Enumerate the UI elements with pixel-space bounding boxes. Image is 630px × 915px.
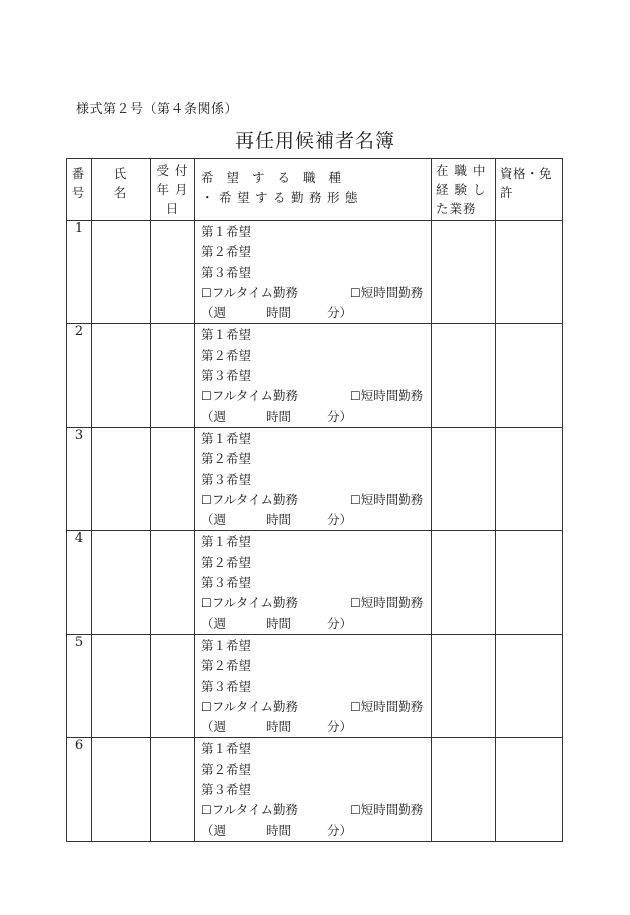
header-number-line: 号	[71, 185, 87, 200]
choice-1-label: 第１希望	[201, 327, 252, 343]
name-cell[interactable]	[92, 738, 151, 841]
work-style-options	[201, 490, 431, 510]
shorttime-label: 短時間勤務	[360, 284, 424, 300]
fulltime-label: フルタイム勤務	[211, 595, 299, 611]
shorttime-label: 短時間勤務	[360, 698, 424, 714]
minutes-unit-label: 分）	[327, 305, 353, 321]
header-experience-line: 在 職 中	[436, 163, 487, 178]
header-date-line: 年 月	[156, 182, 189, 197]
choice-3-label: 第３希望	[201, 368, 252, 384]
wish-cell	[195, 324, 432, 427]
header-name-line: 氏	[113, 166, 129, 181]
choice-2-label: 第２希望	[201, 554, 252, 570]
shorttime-checkbox[interactable]: ☐	[350, 492, 361, 507]
name-cell[interactable]	[92, 531, 151, 634]
choice-1-label: 第１希望	[201, 224, 252, 239]
table-row	[67, 324, 563, 427]
experience-cell[interactable]	[432, 221, 496, 324]
experience-cell[interactable]	[432, 324, 496, 427]
table-row	[67, 531, 563, 634]
weekly-hours-line	[201, 821, 431, 841]
fulltime-label: フルタイム勤務	[211, 284, 299, 300]
choice-2-label: 第２希望	[201, 761, 252, 777]
wish-cell	[195, 531, 432, 634]
choice-3-label: 第３希望	[201, 471, 252, 487]
fulltime-checkbox[interactable]: ☐	[201, 389, 212, 404]
hours-unit-label: 時間	[266, 512, 292, 528]
weekly-hours-line	[201, 407, 431, 427]
choice-3-label: 第３希望	[201, 782, 252, 798]
hours-open-label: （週	[201, 408, 227, 424]
work-style-options	[201, 386, 431, 406]
form-number: 様式第２号（第４条関係）	[76, 102, 239, 117]
name-cell[interactable]	[92, 221, 151, 324]
license-cell[interactable]	[496, 324, 563, 427]
shorttime-checkbox[interactable]: ☐	[350, 596, 361, 611]
fulltime-label: フルタイム勤務	[211, 802, 299, 818]
fulltime-checkbox[interactable]: ☐	[201, 803, 212, 818]
name-cell[interactable]	[92, 634, 151, 737]
choice-3-label: 第３希望	[201, 264, 252, 280]
header-wish-line: ・希望する勤務形態	[201, 190, 364, 205]
table-header-row	[67, 159, 563, 221]
hours-unit-label: 時間	[266, 719, 292, 735]
received-date-cell[interactable]	[151, 531, 195, 634]
header-license-line: 資格・免	[500, 166, 553, 181]
wish-cell	[195, 738, 432, 841]
header-experience	[432, 159, 496, 221]
header-wish-line: 希望する職種	[201, 170, 355, 185]
fulltime-label: フルタイム勤務	[211, 491, 299, 507]
header-name	[92, 159, 151, 221]
choice-2-label: 第２希望	[201, 347, 252, 363]
header-license-line: 許	[500, 185, 514, 200]
choice-1-label: 第１希望	[201, 430, 252, 446]
minutes-unit-label: 分）	[327, 719, 353, 735]
table-row	[67, 221, 563, 324]
license-cell[interactable]	[496, 738, 563, 841]
hours-unit-label: 時間	[266, 305, 292, 321]
fulltime-checkbox[interactable]: ☐	[201, 285, 212, 300]
table-row	[67, 738, 563, 841]
shorttime-checkbox[interactable]: ☐	[350, 285, 361, 300]
hours-unit-label: 時間	[266, 615, 292, 631]
received-date-cell[interactable]	[151, 427, 195, 530]
header-date-line: 日	[165, 201, 180, 216]
choice-2-label: 第２希望	[201, 451, 252, 467]
candidate-roster-table	[66, 158, 563, 842]
received-date-cell[interactable]	[151, 221, 195, 324]
shorttime-checkbox[interactable]: ☐	[350, 699, 361, 714]
wish-cell	[195, 634, 432, 737]
choice-1-label: 第１希望	[201, 534, 252, 550]
work-style-options	[201, 697, 431, 717]
name-cell[interactable]	[92, 324, 151, 427]
received-date-cell[interactable]	[151, 324, 195, 427]
minutes-unit-label: 分）	[327, 512, 353, 528]
header-experience-line: 経 験 し	[436, 182, 487, 197]
choice-3-label: 第３希望	[201, 678, 252, 694]
wish-cell	[195, 427, 432, 530]
hours-open-label: （週	[201, 512, 227, 528]
header-number-line: 番	[71, 166, 87, 181]
header-name-line: 名	[113, 185, 129, 200]
received-date-cell[interactable]	[151, 634, 195, 737]
table-row	[67, 634, 563, 737]
row-number: 5	[67, 634, 92, 737]
choice-2-label: 第２希望	[201, 244, 252, 260]
shorttime-label: 短時間勤務	[360, 388, 424, 404]
shorttime-checkbox[interactable]: ☐	[350, 803, 361, 818]
header-number	[67, 159, 92, 221]
weekly-hours-line	[201, 614, 431, 634]
hours-open-label: （週	[201, 615, 227, 631]
fulltime-checkbox[interactable]: ☐	[201, 492, 212, 507]
license-cell[interactable]	[496, 531, 563, 634]
work-style-options	[201, 283, 431, 303]
choice-2-label: 第２希望	[201, 658, 252, 674]
header-date-line: 受 付	[156, 163, 189, 178]
row-number: 1	[67, 221, 92, 324]
row-number: 6	[67, 738, 92, 841]
header-wish	[195, 159, 432, 221]
fulltime-label: フルタイム勤務	[211, 388, 299, 404]
experience-cell[interactable]	[432, 427, 496, 530]
document-title: 再任用候補者名簿	[234, 130, 395, 152]
row-number: 4	[67, 531, 92, 634]
wish-cell	[195, 221, 432, 324]
minutes-unit-label: 分）	[327, 822, 353, 838]
license-cell[interactable]	[496, 221, 563, 324]
experience-cell[interactable]	[432, 634, 496, 737]
received-date-cell[interactable]	[151, 738, 195, 841]
weekly-hours-line	[201, 510, 431, 530]
weekly-hours-line	[201, 717, 431, 737]
shorttime-checkbox[interactable]: ☐	[350, 389, 361, 404]
choice-1-label: 第１希望	[201, 637, 252, 653]
row-number: 2	[67, 324, 92, 427]
header-received-date	[151, 159, 195, 221]
hours-unit-label: 時間	[266, 822, 292, 838]
license-cell[interactable]	[496, 427, 563, 530]
table-row	[67, 427, 563, 530]
row-number: 3	[67, 427, 92, 530]
name-cell[interactable]	[92, 427, 151, 530]
minutes-unit-label: 分）	[327, 615, 353, 631]
hours-open-label: （週	[201, 822, 227, 838]
work-style-options	[201, 800, 431, 820]
header-license	[496, 159, 563, 221]
choice-3-label: 第３希望	[201, 575, 252, 591]
fulltime-checkbox[interactable]: ☐	[201, 596, 212, 611]
choice-1-label: 第１希望	[201, 741, 252, 757]
work-style-options	[201, 593, 431, 613]
experience-cell[interactable]	[432, 738, 496, 841]
weekly-hours-line	[201, 303, 431, 323]
fulltime-label: フルタイム勤務	[211, 698, 299, 714]
shorttime-label: 短時間勤務	[360, 802, 424, 818]
hours-unit-label: 時間	[266, 408, 292, 424]
fulltime-checkbox[interactable]: ☐	[201, 699, 212, 714]
minutes-unit-label: 分）	[327, 408, 353, 424]
hours-open-label: （週	[201, 719, 227, 735]
license-cell[interactable]	[496, 634, 563, 737]
experience-cell[interactable]	[432, 531, 496, 634]
shorttime-label: 短時間勤務	[360, 595, 424, 611]
hours-open-label: （週	[201, 305, 227, 321]
header-experience-line: た業務	[436, 201, 477, 216]
shorttime-label: 短時間勤務	[360, 491, 424, 507]
